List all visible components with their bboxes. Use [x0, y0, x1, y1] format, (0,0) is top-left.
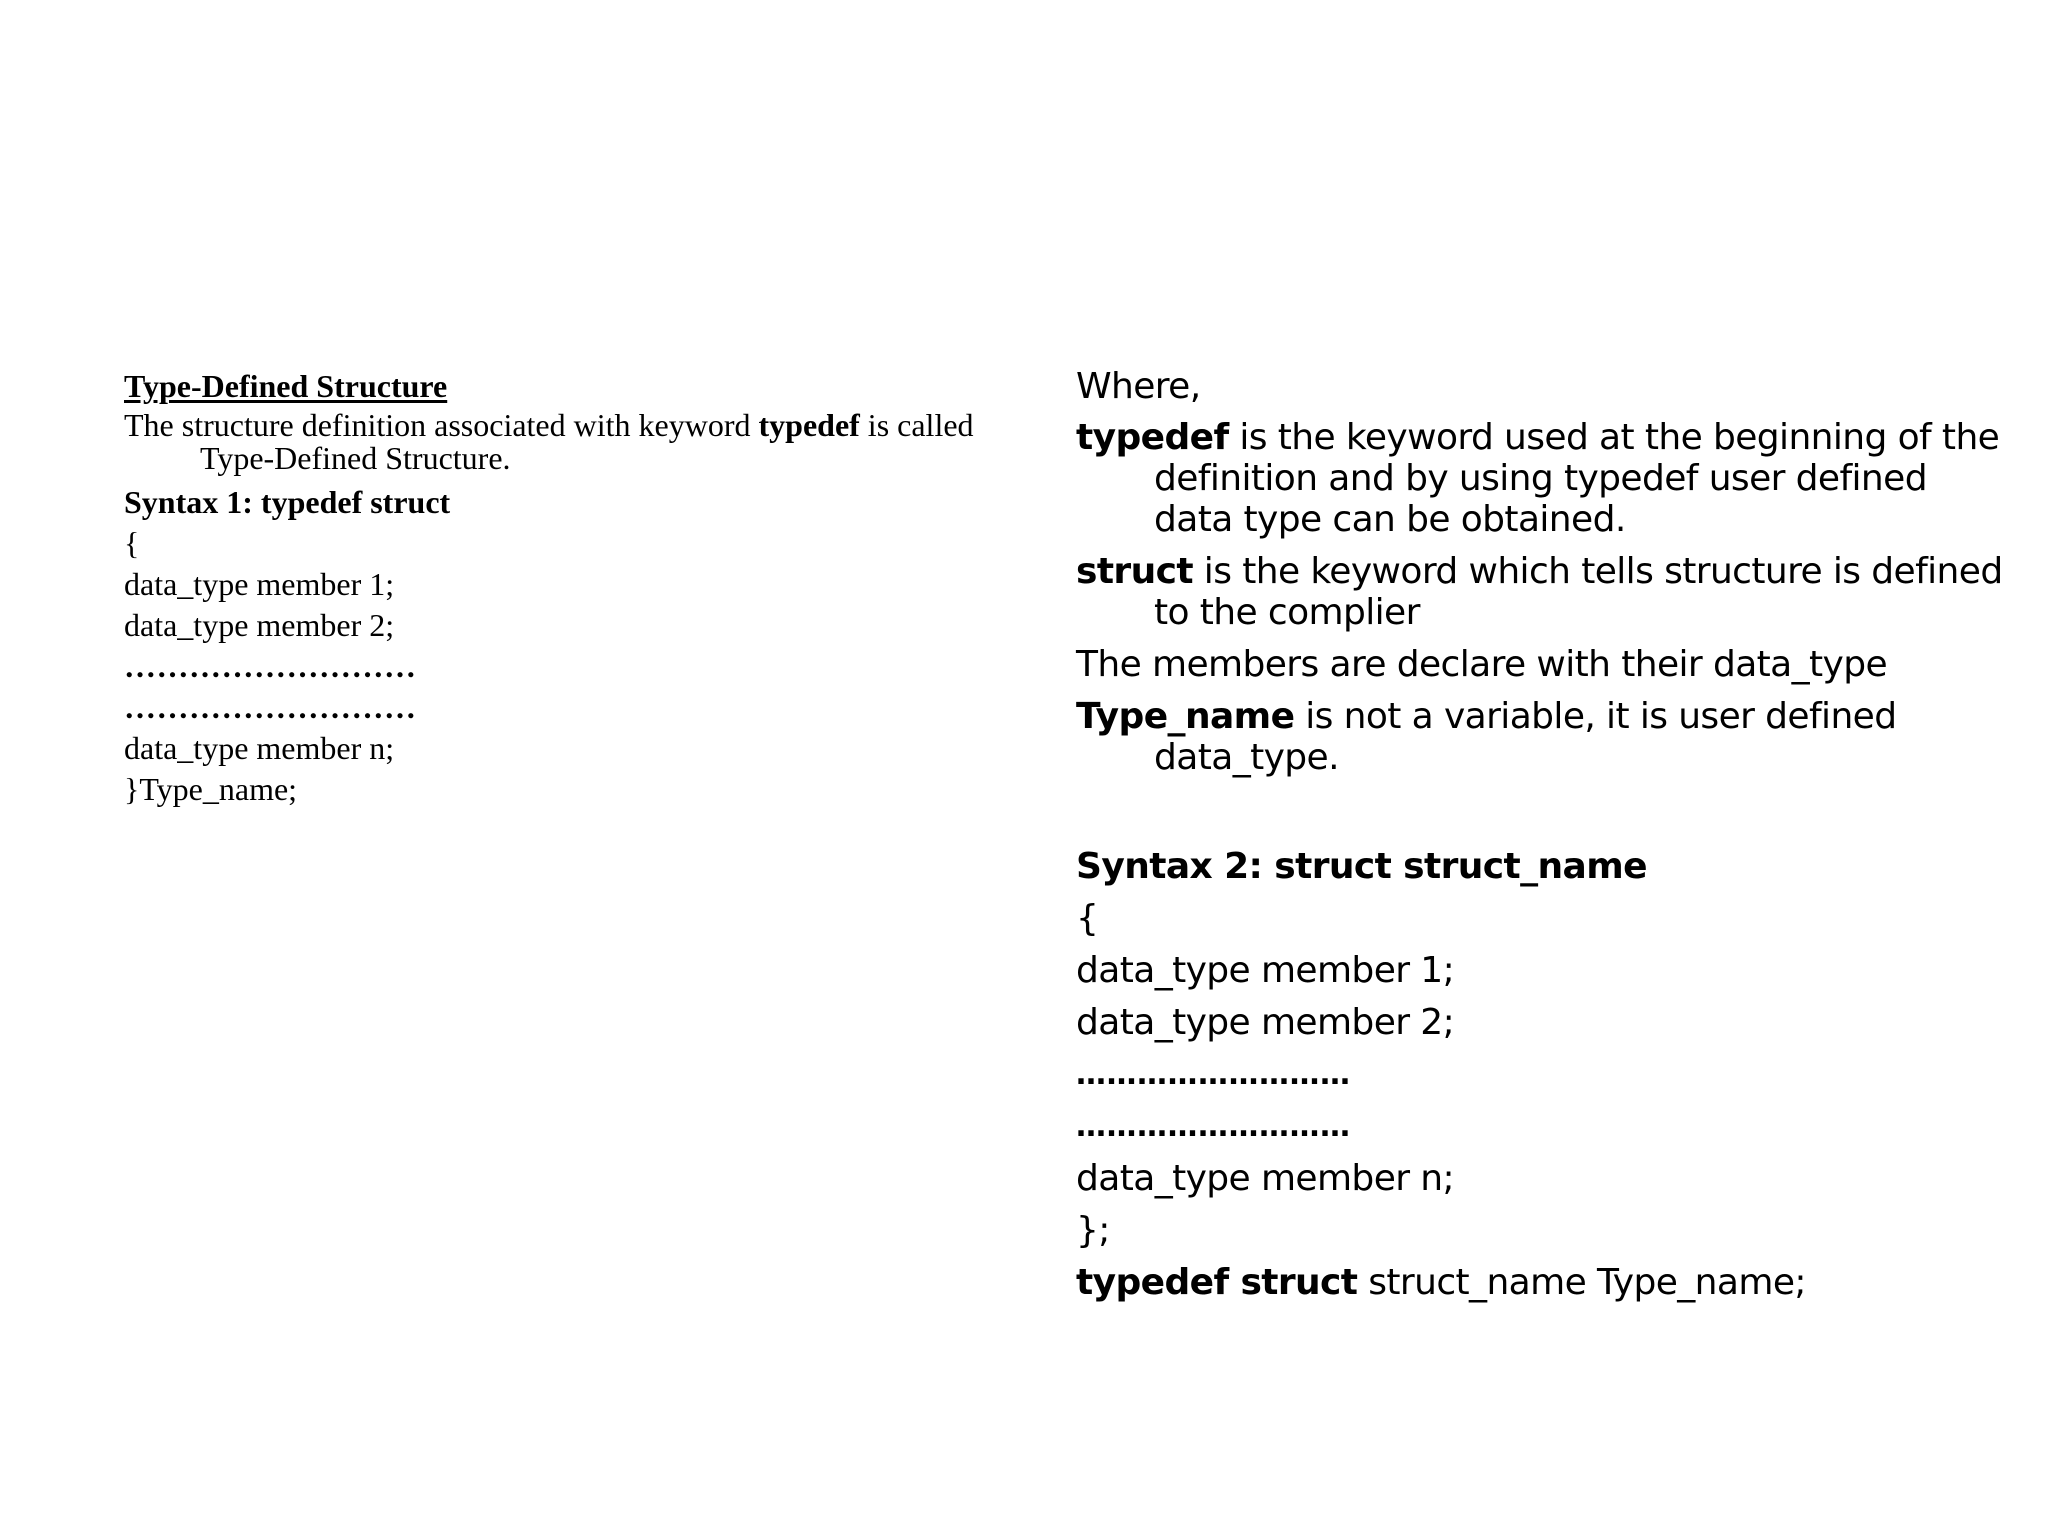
code-open-brace: { [124, 525, 140, 561]
left-column [124, 366, 984, 810]
where-label: Where, [1076, 366, 1201, 407]
code2-ellipsis-2: ……………………… [1076, 1109, 1351, 1144]
syntax-1-heading: Syntax 1: typedef struct [124, 484, 451, 520]
code2-close: }; [1076, 1210, 1110, 1251]
typename-term: Type_name [1076, 696, 1295, 737]
code-ellipsis-2: ……………………… [124, 689, 417, 725]
spacer [1076, 789, 2016, 841]
typedef-struct-keyword: typedef struct [1076, 1262, 1358, 1303]
typename-description: is not a variable, it is user defined data_type. [1154, 696, 1897, 778]
code-close: }Type_name; [124, 771, 298, 807]
code-ellipsis-1: ……………………… [124, 648, 417, 684]
right-column [1076, 366, 2016, 1309]
intro-paragraph [124, 409, 984, 475]
typedef-description: is the keyword used at the beginning of the definition and by using typedef user defined data type can be obtained. [1154, 417, 2000, 540]
code2-member-2: data_type member 2; [1076, 1002, 1455, 1043]
typedef-explanation [1076, 417, 2016, 540]
struct-description: is the keyword which tells structure is defined to the complier [1154, 551, 2003, 633]
code-member-1: data_type member 1; [124, 566, 395, 602]
code-member-2: data_type member 2; [124, 607, 395, 643]
code2-member-n: data_type member n; [1076, 1158, 1455, 1199]
code2-open-brace: { [1076, 898, 1099, 939]
code2-member-1: data_type member 1; [1076, 950, 1455, 991]
code2-typedef-line [1076, 1257, 2016, 1309]
code-member-n: data_type member n; [124, 730, 395, 766]
typedef-struct-rest: struct_name Type_name; [1357, 1262, 1806, 1303]
code2-ellipsis-1: ……………………… [1076, 1057, 1351, 1092]
section-title: Type-Defined Structure [124, 368, 448, 404]
syntax-2-heading: Syntax 2: struct struct_name [1076, 846, 1647, 887]
members-note: The members are declare with their data_type [1076, 644, 1888, 685]
intro-text-post: is called Type-Defined Structure. [200, 407, 974, 476]
typedef-term: typedef [1076, 417, 1229, 458]
struct-explanation [1076, 551, 2016, 633]
struct-term: struct [1076, 551, 1193, 592]
typename-explanation [1076, 696, 2016, 778]
intro-keyword: typedef [758, 407, 860, 443]
intro-text-pre: The structure definition associated with keyword [124, 407, 759, 443]
